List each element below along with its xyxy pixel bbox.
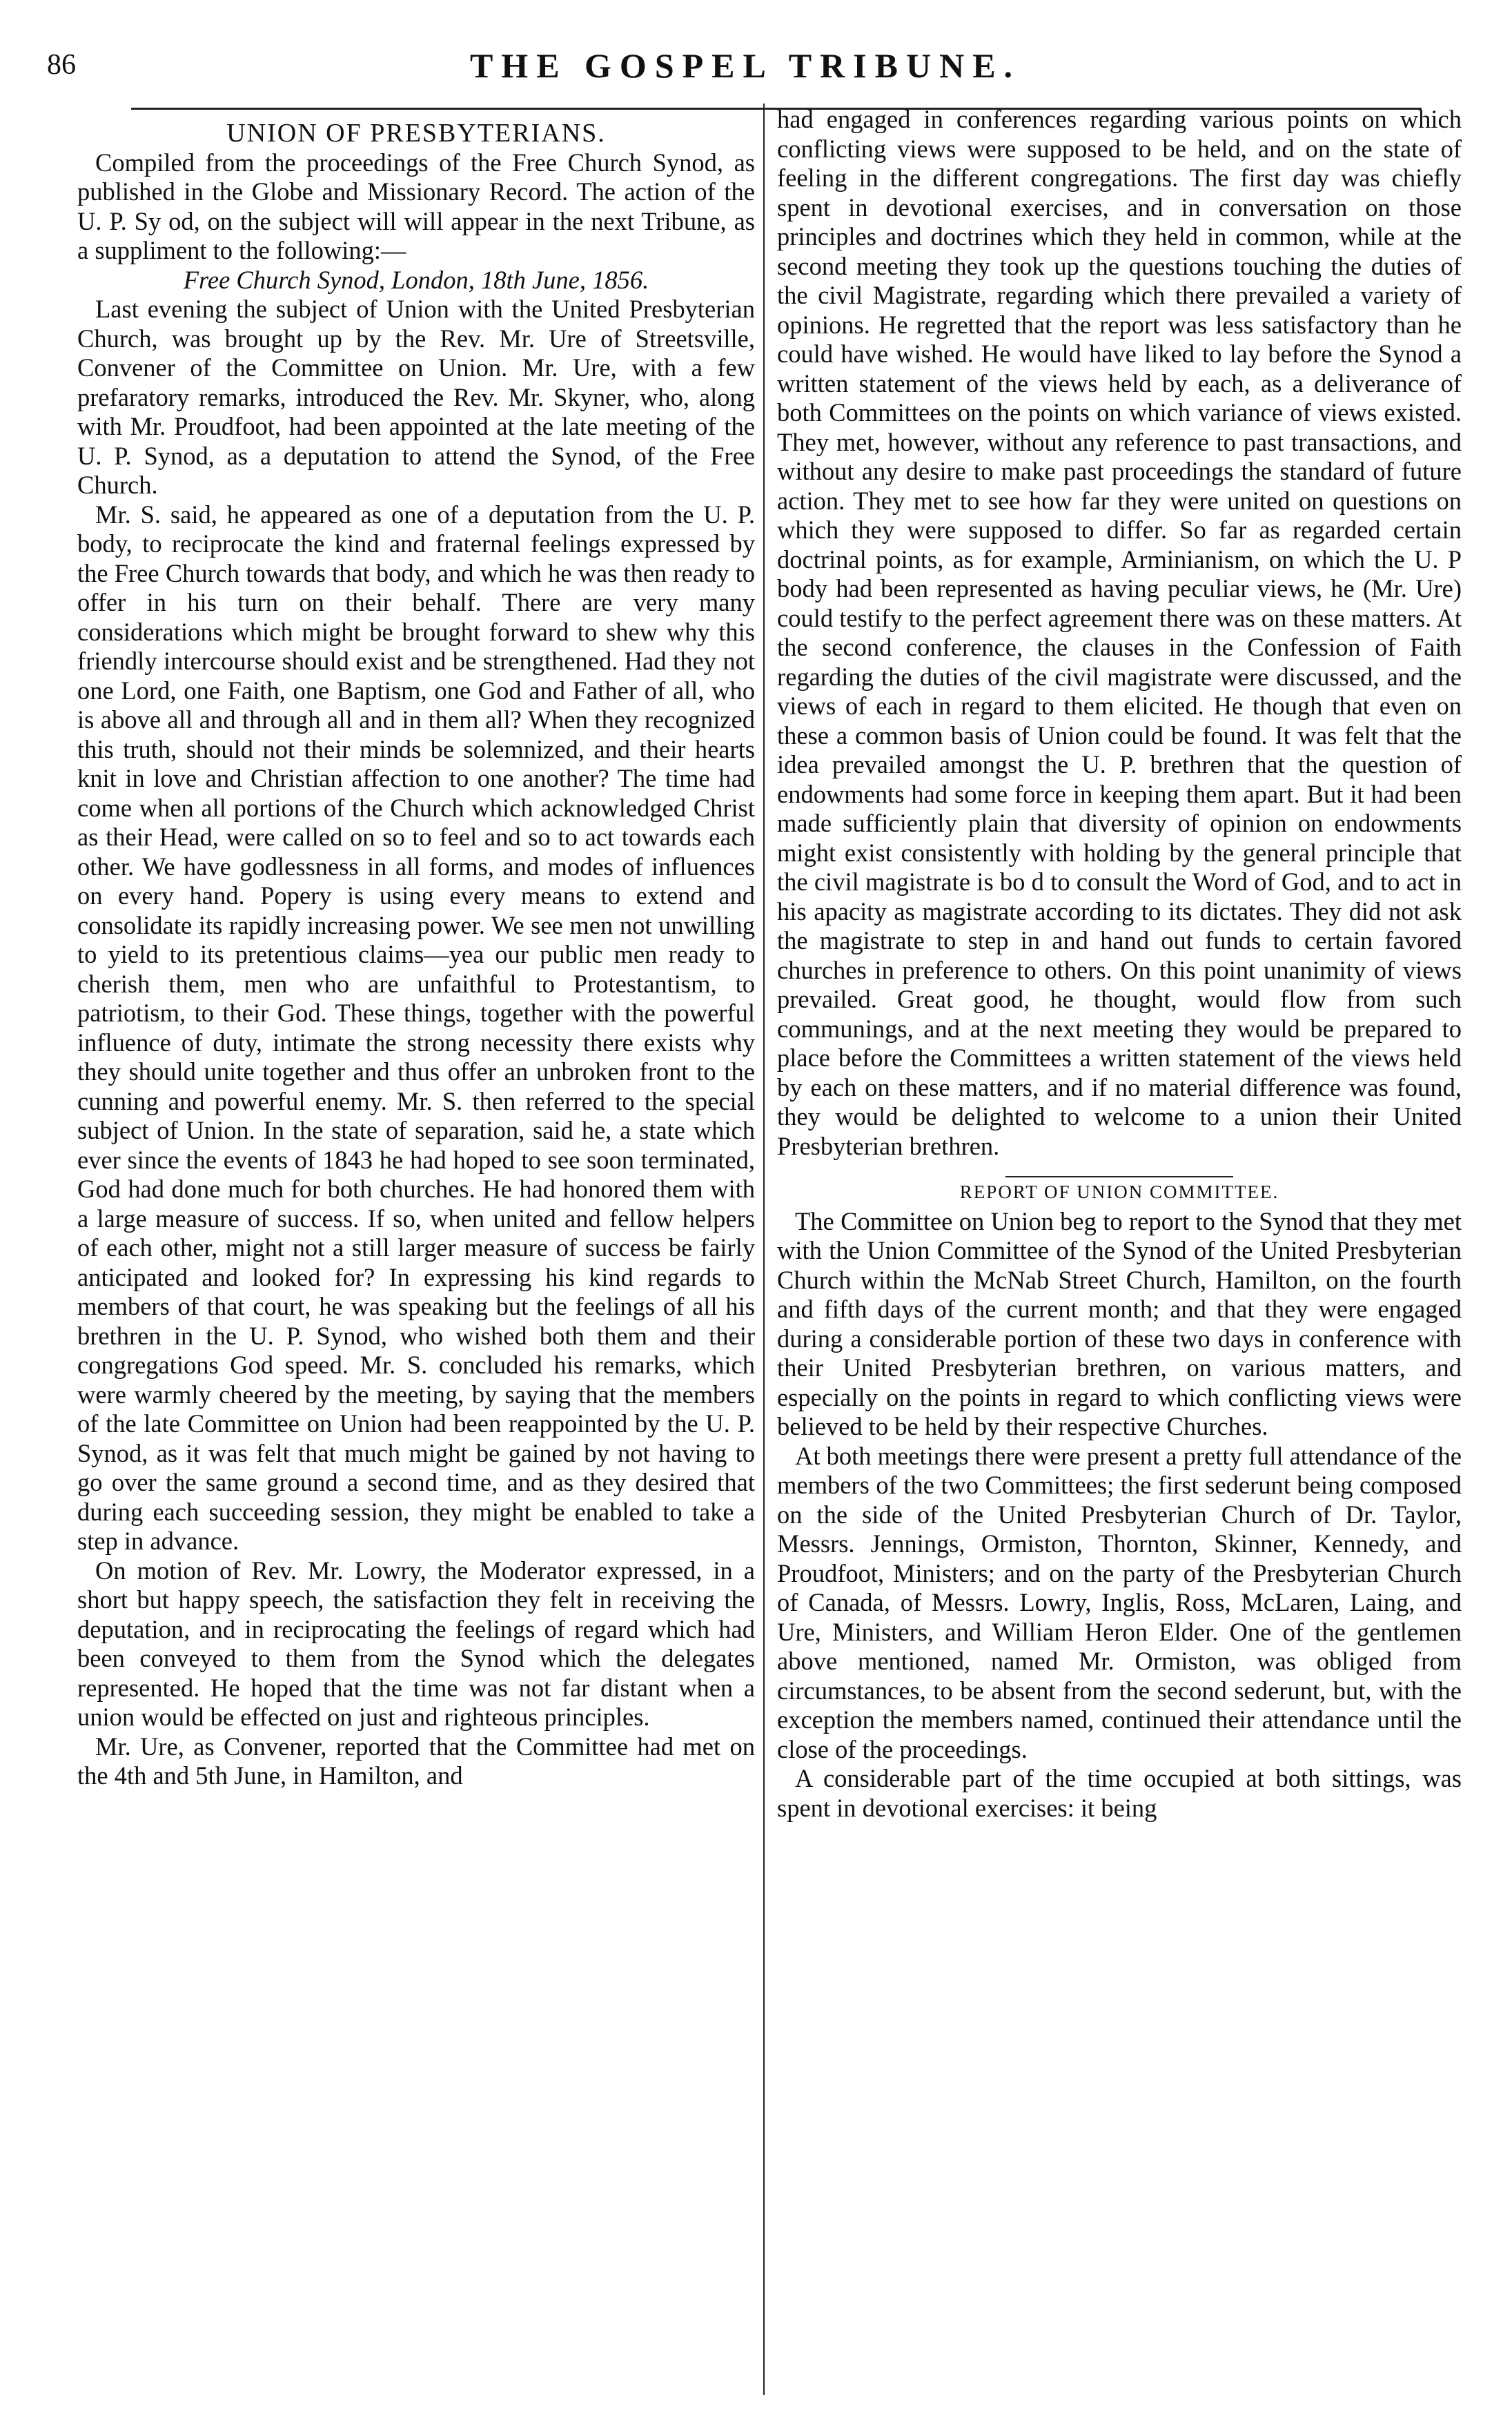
paragraph: Mr. Ure, as Convener, reported that the Committee had met on the 4th and 5th June, in Hamilton, and: [77, 1732, 755, 1790]
paragraph: On motion of Rev. Mr. Lowry, the Moderator expressed, in a short but happy speech, the satisfaction they felt in receiving the deputation, and in reciprocating the feelings of regard which had been conveyed to them from the Synod which the delegates represented. He hoped that the time was not far distant when a union would be effected on just and righteous principles.: [77, 1556, 755, 1731]
article-dateline: Free Church Synod, London, 18th June, 1856.: [183, 265, 649, 294]
paragraph: At both meetings there were present a pretty full attendance of the members of the two Committees; the first sederunt being composed on the side of the United Presbyterian Church of Dr. Taylor, Messrs. Jennings, Ormiston, Thornton, Skinner, Kennedy, and Proudfoot, Ministers; and on the party of the Presbyterian Church of Canada, of Messrs. Lowry, Inglis, Ross, McLaren, Laing, and Ure, Ministers, and William Heron Elder. One of the gentlemen above mentioned, named Mr. Ormiston, was obliged from circumstances, to be absent from the second sederunt, but, with the exception the members named, continued their attendance until the close of the proceedings.: [777, 1441, 1462, 1763]
paragraph: Last evening the subject of Union with the United Presbyterian Church, was brought up by the Rev. Mr. Ure of Streetsville, Convener of the Committee on Union. Mr. Ure, with a few prefaratory remarks, introduced the Rev. Mr. Skyner, who, along with Mr. Proudfoot, had been appointed at the late meeting of the U. P. Synod, as a deputation to attend the Synod, of the Free Church.: [77, 295, 755, 499]
paragraph: A considerable part of the time occupied at both sittings, was spent in devotional exercises: it being: [777, 1764, 1462, 1822]
paragraph: had engaged in conferences regarding various points on which conflicting views were supposed to be held, and on the state of feeling in the different congregations. The first day was chiefly spent in devotional exercises, and in conversation on those principles and doctrines which they held in common, while at the second meeting they took up the questions touching the duties of the civil Magistrate, regarding which there prevailed a variety of opinions. He regretted that the report was less satisfactory than he could have wished. He would have liked to lay before the Synod a written statement of the views held by each, as a deliverance of both Committees on the points on which variance of views existed. They met, however, without any reference to past transactions, and without any desire to make past proceedings the standard of future action. They met to see how far they were united on questions on which they were supposed to differ. So far as regarded certain doctrinal points, as for example, Arminianism, on which the U. P body had been represented as having peculiar views, he (Mr. Ure) could testify to the perfect agreement there was on these matters. At the second conference, the clauses in the Confession of Faith regarding the duties of the civil magistrate were discussed, and the views of each in regard to them elicited. He though that even on these a common basis of Union could be found. It was felt that the idea prevailed amongst the U. P. brethren that the question of endowments had some force in keeping them apart. But it had been made sufficiently plain that diversity of opinion on endowments might exist consistently with holding by the general principle that the civil magistrate is bo d to consult the Word of God, and to act in his apacity as magistrate according to its dictates. They did not ask the magistrate to step in and hand out funds to certain favored churches in preference to others. On this point unanimity of views prevailed. Great good, he thought, would flow from such communings, and at the next meeting they would be prepared to place before the Committees a written statement of the views held by each on these matters, and if no material difference was found, they would be delighted to welcome to a union their United Presbyterian brethren.: [777, 105, 1462, 1160]
paragraph: Mr. S. said, he appeared as one of a deputation from the U. P. body, to reciprocate the kind and fraternal feelings expressed by the Free Church towards that body, and which he was then ready to offer in his turn on their behalf. There are very many considerations which might be brought forward to shew why this friendly intercourse should exist and be strengthened. Had they not one Lord, one Faith, one Baptism, one God and Father of all, who is above all and through all and in them all? When they recognized this truth, should not their minds be solemnized, and their hearts knit in love and Christian affection to one another? The time had come when all portions of the Church which acknowledged Christ as their Head, were called on so to feel and so to act towards each other. We have godlessness in all forms, and modes of influences on every hand. Popery is using every means to extend and consolidate its rapidly increasing power. We see men not unwilling to yield to its pretentious claims—yea our public men ready to cherish them, men who are unfaithful to Protestantism, to patriotism, to their God. These things, together with the powerful influence of duty, intimate the strong necessity there exists why they should unite together and thus offer an unbroken front to the cunning and powerful enemy. Mr. S. then referred to the special subject of Union. In the state of separation, said he, a state which ever since the events of 1843 he had hoped to see soon terminated, God had done much for both churches. He had honored them with a large measure of success. If so, when united and fellow helpers of each other, might not a still larger measure of success be fairly anticipated and looked for? In expressing his kind regards to members of that court, he was speaking but the feelings of all his brethren in the U. P. Synod, who wished both them and their congregations God speed. Mr. S. concluded his remarks, which were warmly cheered by the meeting, by saying that the members of the late Committee on Union had been reappointed by the U. P. Synod, as it was felt that much might be gained by not having to go over the same ground a second time, and as they desired that during each succeeding session, they might be enabled to take a step in advance.: [77, 500, 755, 1555]
article-intro: Compiled from the proceedings of the Free Church Synod, as published in the Globe and Missionary Record. The action of the U. P. Sy od, on the subject will will appear in the next Tribune, as a suppliment to the following:—: [77, 148, 755, 264]
running-title: THE GOSPEL TRIBUNE.: [469, 46, 1021, 85]
report-heading: REPORT OF UNION COMMITTEE.: [959, 1182, 1279, 1202]
article-title: UNION OF PRESBYTERIANS.: [226, 119, 606, 148]
page-header: [41, 44, 1449, 99]
paragraph: The Committee on Union beg to report to the Synod that they met with the Union Committee of the Synod of the United Presbyterian Church within the McNab Street Church, Hamilton, on the fourth and fifth days of the current month; and that they were engaged during a considerable portion of these two days in conference with their United Presbyterian brethren, on various matters, and especially on the points in regard to which conflicting views were believed to be held by their respective Churches.: [777, 1206, 1462, 1440]
page-number: 86: [47, 49, 76, 81]
left-column: [77, 119, 755, 1791]
column-divider: [763, 104, 765, 2395]
right-column: [777, 105, 1462, 1823]
